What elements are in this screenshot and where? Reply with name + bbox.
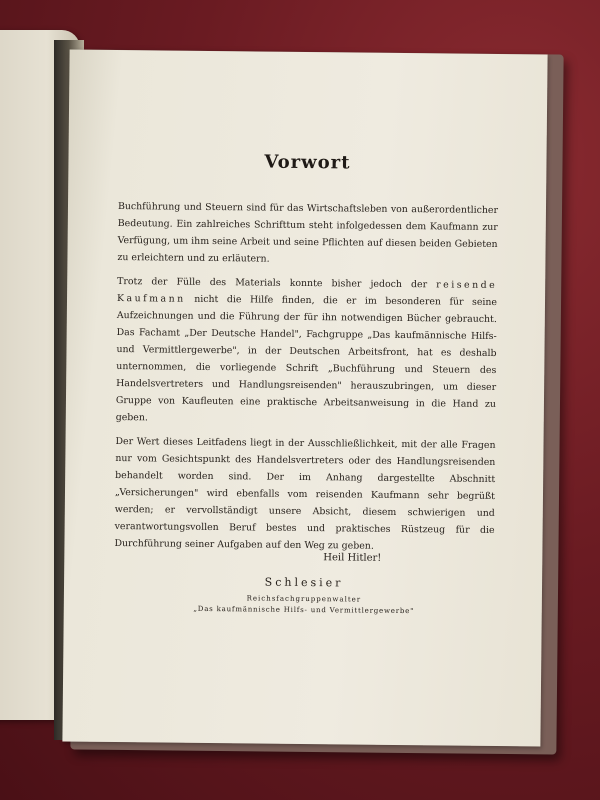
paragraph-3: Der Wert dieses Leitfadens liegt in der Ausschließlichkeit, mit der alle Fragen nur vom Gesichtspunkt des Handelsvertreters oder des Handlungsreisenden behandelt worden sind. Der im Anhang dargestellte Abschnitt „Versicherungen" wird ebenfalls vom reisenden Kaufmann sehr begrüßt werden; er vervollständigt unsere Absicht, diesem schwierigen und verantwortungsvollen Beruf bestes und praktisches Rüstzeug für die Durchführung seiner Aufgaben auf den Weg zu geben. bbox=[114, 436, 496, 552]
emphasized-term: reisende Kaufmann bbox=[116, 279, 498, 305]
signer-role: Reichsfachgruppenwalter bbox=[246, 594, 362, 604]
page-title: Vorwort bbox=[264, 151, 351, 174]
signature-block bbox=[114, 550, 495, 616]
salutation: Heil Hitler! bbox=[323, 552, 382, 564]
paragraph-2-end: nicht die Hilfe finden, die er im besonderen für seine Aufzeichnungen und die Führung der für ihn notwendigen Bücher gebraucht. Das Fachamt „Der Deutsche Handel", Fachgruppe „Das kaufmännische Hilfs- und Vermittlergewerbe", in der Deutschen Arbeitsfront, hat es deshalb unternommen, die vorliegende Schrift „Buchführung und Steuern des Handelsvertreters und Handlungsreisenden" herauszubringen, um dieser Gruppe von Kaufleuten eine praktische Arbeitsanweisung in die Hand zu geben. bbox=[115, 293, 498, 424]
preface-body bbox=[114, 198, 498, 563]
organization-name: „Das kaufmännische Hilfs- und Vermittlergewerbe" bbox=[193, 604, 415, 616]
signer-name: Schlesier bbox=[264, 575, 344, 590]
preface-page bbox=[62, 50, 547, 747]
paragraph-1: Buchführung und Steuern sind für das Wirtschaftsleben von außerordentlicher Bedeutung. Ein zahlreiches Schrifttum steht infolgedessen dem Kaufmann zur Verfügung, um ihm seine Arbeit und seine Pflichten auf diesen beiden Gebieten zu erleichtern und zu erläutern. bbox=[117, 201, 499, 265]
paragraph-2-start: Trotz der Fülle des Materials konnte bisher jedoch der bbox=[117, 276, 428, 291]
paragraph-2 bbox=[116, 273, 498, 430]
